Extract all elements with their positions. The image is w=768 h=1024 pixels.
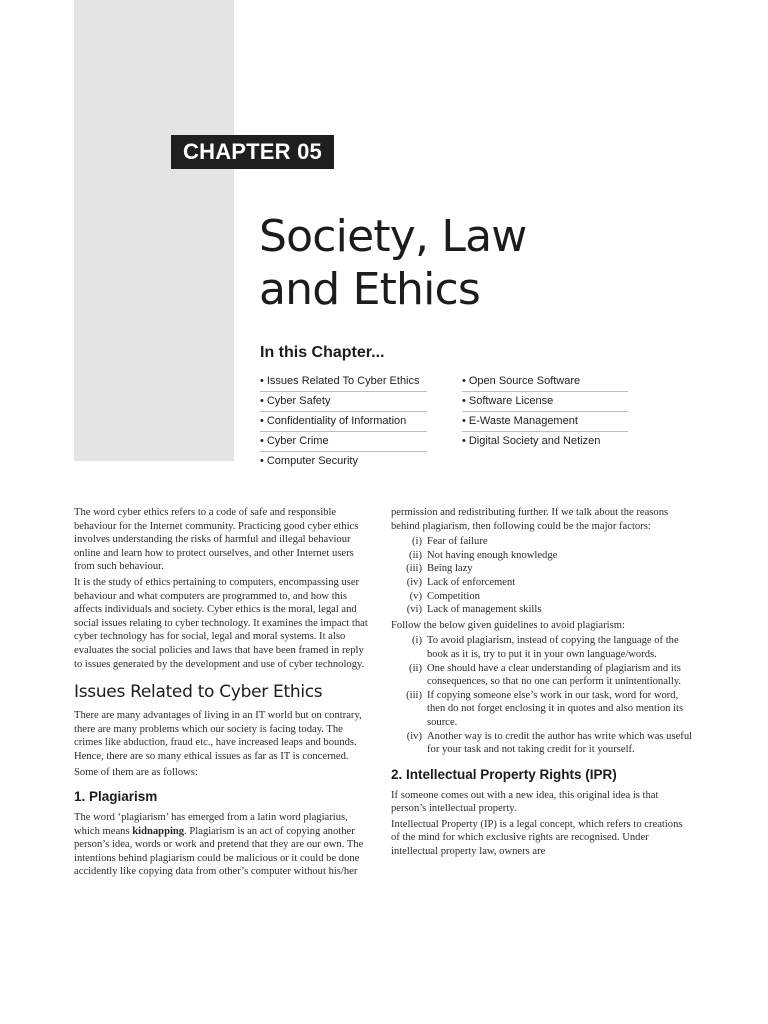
chapter-title-line-2: and Ethics	[259, 264, 481, 315]
plagiarism-bold-term: kidnapping	[132, 825, 185, 837]
list-number: (v)	[409, 590, 422, 602]
list-text: Lack of enforcement	[427, 576, 516, 588]
chapter-topics-left	[260, 372, 427, 472]
chapter-grey-panel	[74, 0, 234, 461]
plagiarism-text-end: . Plagiarism is an act of copying another person’s idea, words or work and pretend that they are our own. The intentions behind plagiarism could be malicious or it could be done accidently like copying data from other’s computer without his/her	[74, 825, 364, 878]
topic-item: • Digital Society and Netizen	[462, 432, 628, 452]
chapter-title-line-1: Society, Law	[259, 211, 527, 262]
list-item	[391, 634, 693, 661]
topic-item: • Computer Security	[260, 452, 427, 472]
list-item	[391, 730, 693, 757]
list-number: (iii)	[406, 563, 422, 575]
list-item	[391, 562, 693, 576]
chapter-topics-right	[462, 372, 628, 452]
list-item	[391, 576, 693, 590]
topic-item: • Confidentiality of Information	[260, 412, 427, 432]
topic-item: • Open Source Software	[462, 372, 628, 392]
guidelines-intro: Follow the below given guidelines to avoid plagiarism:	[391, 619, 625, 631]
subheading-ipr: 2. Intellectual Property Rights (IPR)	[391, 766, 617, 782]
topic-item: • Cyber Crime	[260, 432, 427, 452]
list-number: (iv)	[406, 576, 422, 588]
chapter-title	[259, 210, 699, 316]
section-heading-cyber-ethics: Issues Related to Cyber Ethics	[74, 682, 323, 703]
list-item	[391, 549, 693, 563]
list-item	[391, 662, 693, 689]
list-number: (ii)	[409, 549, 422, 561]
right-text-column	[391, 506, 693, 861]
topic-item: • Cyber Safety	[260, 392, 427, 412]
in-this-chapter-heading: In this Chapter...	[260, 344, 385, 361]
ipr-paragraph-2: Intellectual Property (IP) is a legal concept, which refers to creations of the mind for which exclusive rights are recognised. Under intellectual property law, owners are	[391, 818, 683, 858]
ipr-paragraph-1: If someone comes out with a new idea, this original idea is that person’s intellectual property.	[391, 789, 659, 815]
plagiarism-text-start: The word ‘plagiarism’ has emerged from a latin word plagiarius, which means	[74, 812, 348, 837]
plagiarism-guidelines-list	[391, 634, 693, 756]
topic-item: • E-Waste Management	[462, 412, 628, 432]
list-text: If copying someone else’s work in our task, word for word, then do not forget enclosing it in quotes and also mention its source.	[427, 689, 684, 728]
topic-item: • Software License	[462, 392, 628, 412]
plagiarism-factors-list	[391, 535, 693, 617]
section-paragraph-2: Some of them are as follows:	[74, 766, 198, 778]
list-text: Fear of failure	[427, 536, 488, 548]
section-paragraph-1: There are many advantages of living in an IT world but on contrary, there are many problems which our society is facing today. The crimes like abduction, fraud etc., have increased leaps and bounds. Hence, there are so many ethical issues as far as IT is concerned.	[74, 710, 362, 762]
list-number: (i)	[412, 635, 422, 647]
topic-item: • Issues Related To Cyber Ethics	[260, 372, 427, 392]
list-number: (vi)	[406, 604, 422, 616]
list-text: Another way is to credit the author has write which was useful for your task and not taking credit for it yourself.	[427, 730, 693, 756]
list-text: Competition	[427, 590, 480, 602]
list-number: (iii)	[406, 689, 422, 701]
list-item	[391, 590, 693, 604]
list-item	[391, 535, 693, 549]
chapter-number-badge: CHAPTER 05	[171, 135, 334, 169]
intro-paragraph-2: It is the study of ethics pertaining to computers, encompassing user behaviour and what computers are programmed to, and how this affects individuals and society. Cyber ethics is the moral, legal and social issues relating to cyber technology. It examines the impact that cyber technology has for social, legal and moral systems. It also evaluates the social policies and laws that have been framed in reply to issues generated by the development and use of cyber technology.	[74, 576, 368, 670]
intro-paragraph-1: The word cyber ethics refers to a code of safe and responsible behaviour for the Internet community. Practicing good cyber ethics involves understanding the risks of harmful and illegal behaviour online and learn how to protect ourselves, and other Internet users from such behaviour.	[74, 507, 359, 573]
plagiarism-paragraph	[74, 811, 370, 879]
left-text-column	[74, 506, 370, 881]
list-text: Lack of management skills	[427, 604, 542, 616]
list-item	[391, 603, 693, 617]
continued-paragraph: permission and redistributing further. If we talk about the reasons behind plagiarism, then following could be the major factors:	[391, 507, 669, 532]
list-text: To avoid plagiarism, instead of copying the language of the book as it is, try to put it in your own language/words.	[427, 635, 679, 660]
list-item	[391, 689, 693, 730]
list-text: Not having enough knowledge	[427, 549, 558, 561]
list-number: (i)	[412, 536, 422, 548]
list-text: Being lazy	[427, 563, 473, 575]
list-text: One should have a clear understanding of plagiarism and its consequences, so that no one can perform it unintentionally.	[427, 662, 682, 688]
subheading-plagiarism: 1. Plagiarism	[74, 789, 158, 805]
list-number: (ii)	[409, 662, 422, 674]
list-number: (iv)	[406, 730, 422, 742]
